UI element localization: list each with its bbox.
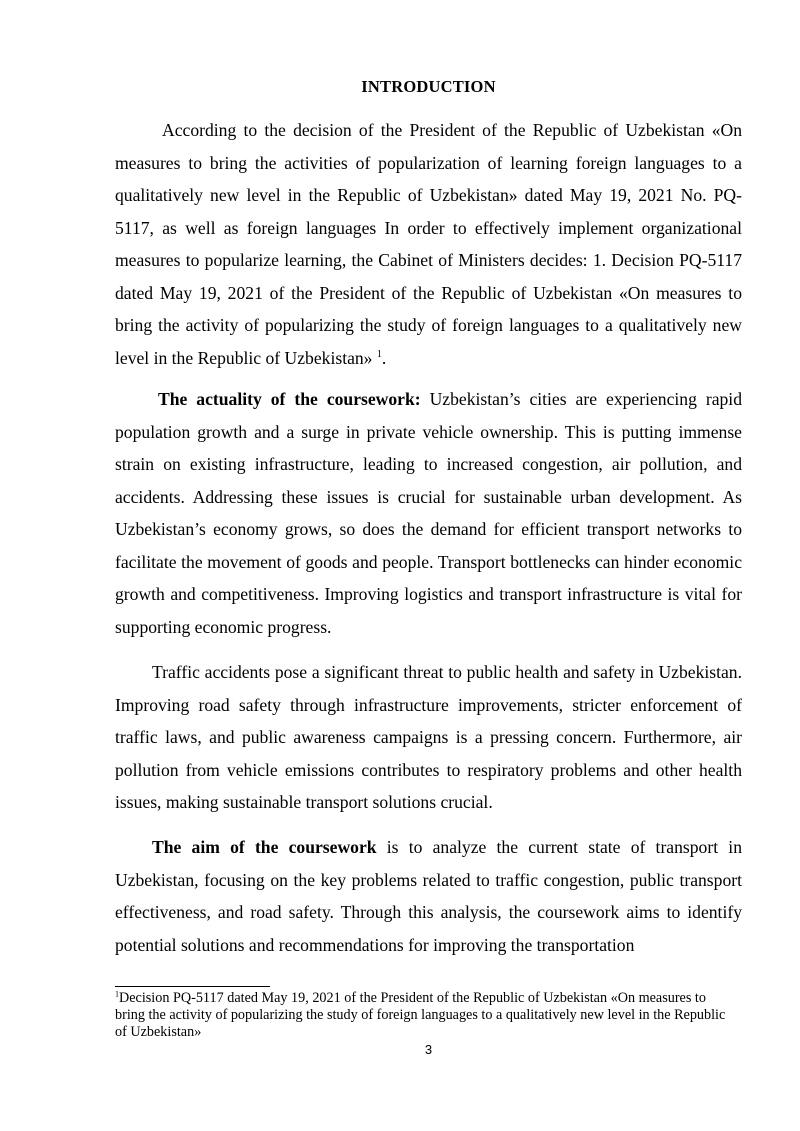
footnote-text: Decision PQ-5117 dated May 19, 2021 of the President of the Republic of Uzbekistan «On measures to bring the activity of popularizing the study of foreign languages to a qualitatively new level in the Republic of Uzbekistan» bbox=[115, 990, 726, 1040]
footnote-reference[interactable]: 1 bbox=[376, 348, 382, 360]
paragraph-decision bbox=[115, 114, 742, 374]
footnote bbox=[115, 990, 735, 1041]
footnote-divider bbox=[115, 986, 270, 987]
paragraph-actuality-text: Uzbekistan’s cities are experiencing rapid population growth and a surge in private vehicle ownership. This is putting immense strain on existing infrastructure, leading to increased congestion, air pollution, and accidents. Addressing these issues is crucial for sustainable urban development. As Uzbekistan’s economy grows, so does the demand for efficient transport networks to facilitate the movement of goods and people. Transport bottlenecks can hinder economic growth and competitiveness. Improving logistics and transport infrastructure is vital for supporting economic progress. bbox=[115, 389, 742, 637]
paragraph-actuality bbox=[115, 383, 742, 643]
paragraph-aim-text: is to analyze the current state of transport in Uzbekistan, focusing on the key problems related to traffic congestion, public transport effectiveness, and road safety. Through this analysis, the coursework aims to identify potential solutions and recommendations for improving the transportation bbox=[115, 837, 742, 955]
page-number: 3 bbox=[424, 1042, 433, 1057]
paragraph-traffic-accidents bbox=[115, 656, 742, 819]
paragraph-traffic-accidents-text: Traffic accidents pose a significant threat to public health and safety in Uzbekistan. Improving road safety through infrastructure improvements, stricter enforcement of traffic laws, and public awareness campaigns is a pressing concern. Furthermore, air pollution from vehicle emissions contributes to respiratory problems and other health issues, making sustainable transport solutions crucial. bbox=[115, 662, 742, 812]
footnote-marker: 1 bbox=[115, 989, 119, 999]
paragraph-aim bbox=[115, 831, 742, 961]
paragraph-decision-end: . bbox=[381, 347, 387, 368]
actuality-heading: The actuality of the coursework: bbox=[158, 389, 421, 409]
aim-heading: The aim of the coursework bbox=[152, 837, 377, 857]
page-title: INTRODUCTION bbox=[361, 77, 496, 96]
paragraph-decision-text: According to the decision of the President of the Republic of Uzbekistan «On measures to bring the activities of popularization of learning foreign languages to a qualitatively new level in the Republic of Uzbekistan» dated May 19, 2021 No. PQ-5117, as well as foreign languages In order to effectively implement organizational measures to popularize learning, the Cabinet of Ministers decides: 1. Decision PQ-5117 dated May 19, 2021 of the President of the Republic of Uzbekistan «On measures to bring the activity of popularizing the study of foreign languages to a qualitatively new level in the Republic of Uzbekistan» bbox=[115, 120, 742, 368]
